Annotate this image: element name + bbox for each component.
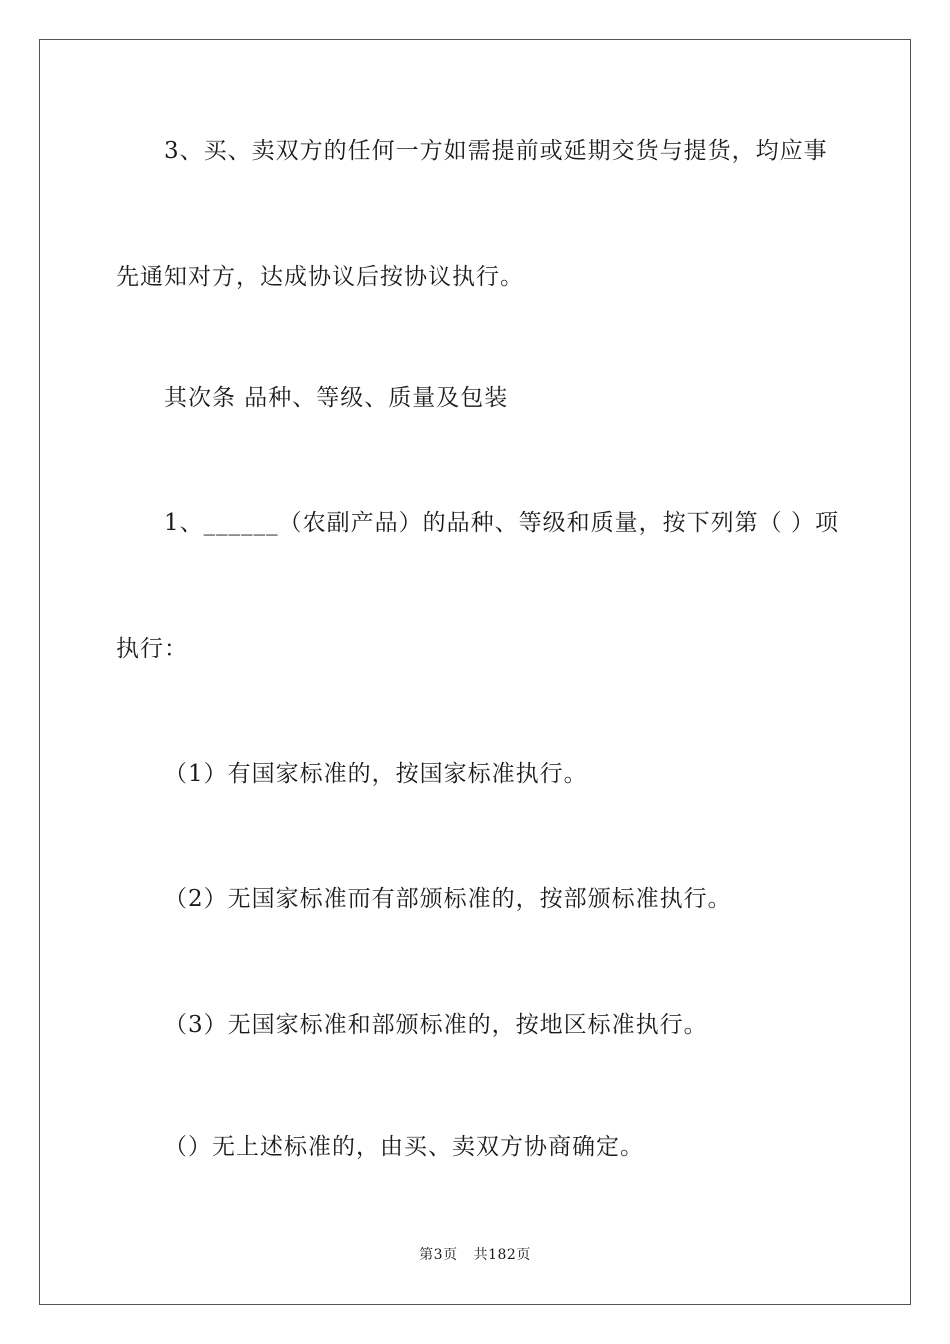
paragraph-quality-clause-line2: 执行： xyxy=(116,636,188,662)
list-item-negotiated-standard: （）无上述标准的，由买、卖双方协商确定。 xyxy=(164,1134,644,1160)
paragraph-delivery-clause-line1: 3、买、卖双方的任何一方如需提前或延期交货与提货，均应事 xyxy=(164,138,828,164)
paragraph-quality-clause-line1: 1、______（农副产品）的品种、等级和质量，按下列第（ ）项 xyxy=(164,510,839,536)
list-item-regional-standard: （3）无国家标准和部颁标准的，按地区标准执行。 xyxy=(164,1012,708,1038)
section-heading: 其次条 品种、等级、质量及包装 xyxy=(164,385,509,411)
page-footer xyxy=(0,1246,950,1264)
page-border xyxy=(39,39,911,1305)
page-total: 共182页 xyxy=(473,1247,531,1263)
page-number: 第3页 xyxy=(419,1247,458,1263)
list-item-national-standard: （1）有国家标准的，按国家标准执行。 xyxy=(164,761,588,787)
paragraph-delivery-clause-line2: 先通知对方，达成协议后按协议执行。 xyxy=(116,264,524,290)
list-item-ministry-standard: （2）无国家标准而有部颁标准的，按部颁标准执行。 xyxy=(164,886,732,912)
